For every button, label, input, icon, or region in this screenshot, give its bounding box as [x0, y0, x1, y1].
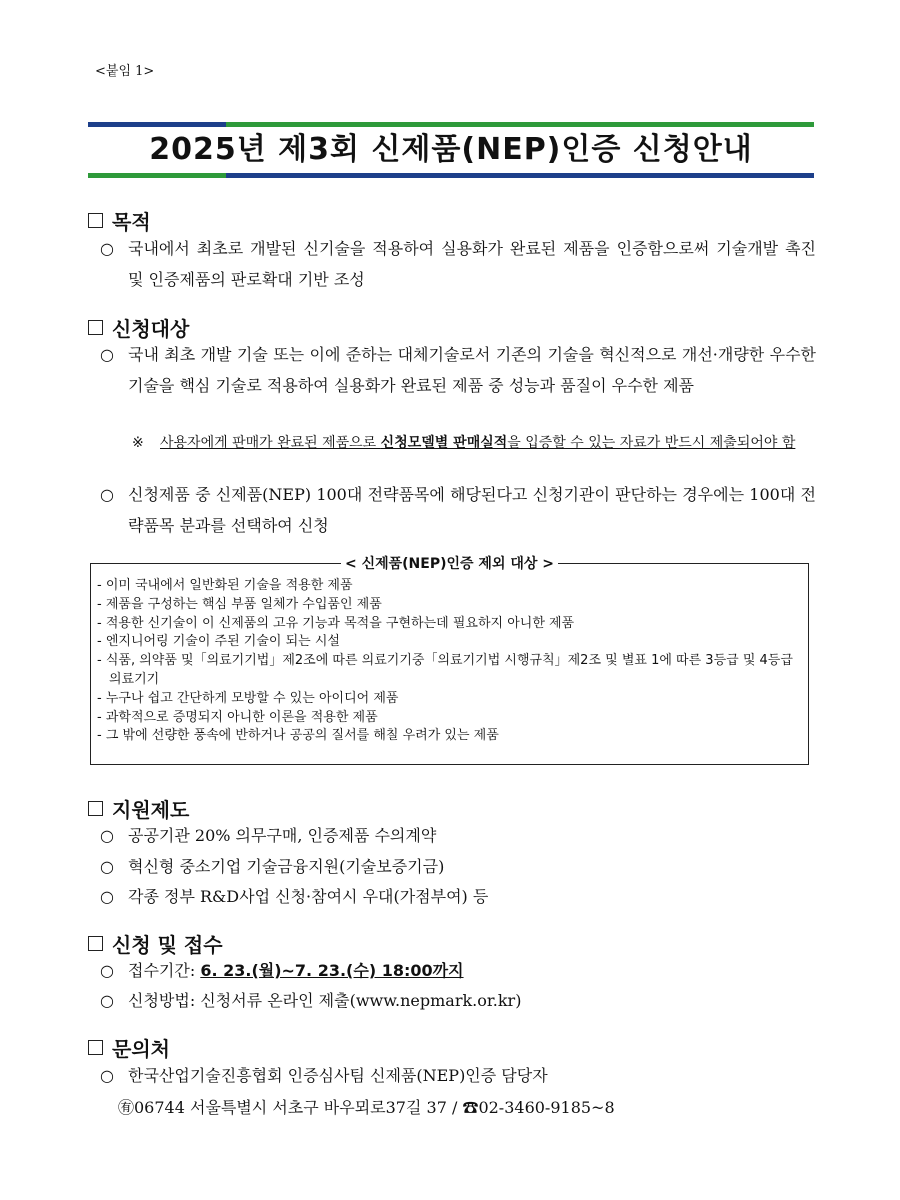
section-title: 문의처 — [112, 1037, 170, 1061]
circle-bullet-icon: ○ — [100, 991, 114, 1010]
item-text: 각종 정부 R&D사업 신청·참여시 우대(가점부여) 등 — [128, 887, 489, 906]
circle-bullet-icon: ○ — [100, 239, 114, 258]
support-item-1 — [100, 820, 816, 851]
item-text: 혁신형 중소기업 기술금융지원(기술보증기금) — [128, 857, 445, 876]
list-item: - 이미 국내에서 일반화된 기술을 적용한 제품 — [97, 578, 353, 593]
target-note — [132, 432, 816, 454]
exclusion-box — [90, 556, 809, 765]
circle-bullet-icon: ○ — [100, 826, 114, 845]
exclusion-heading: < 신제품(NEP)인증 제외 대상 > — [91, 553, 808, 573]
note-mark-icon: ※ — [132, 435, 144, 451]
contact-address — [100, 1092, 816, 1123]
title-banner — [88, 122, 814, 178]
circle-bullet-icon: ○ — [100, 887, 114, 906]
circle-bullet-icon: ○ — [100, 485, 114, 504]
circle-bullet-icon: ○ — [100, 857, 114, 876]
contact-org — [100, 1060, 816, 1091]
list-item: - 적용한 신기술이 이 신제품의 고유 기능과 목적을 구현하는데 필요하지 아니한 제품 — [97, 615, 575, 631]
item-text: 신청방법: 신청서류 온라인 제출(www.nepmark.or.kr) — [128, 991, 522, 1010]
circle-bullet-icon: ○ — [100, 345, 114, 364]
page-title: 2025년 제3회 신제품(NEP)인증 신청안내 — [149, 132, 753, 167]
section-contact-heading — [88, 1033, 170, 1062]
square-bullet-icon — [88, 320, 103, 335]
note-text: 사용자에게 판매가 완료된 제품으로 신청모델별 판매실적을 입증할 수 있는 자료가 반드시 제출되어야 함 — [160, 435, 796, 451]
section-target-heading — [88, 313, 189, 342]
square-bullet-icon — [88, 801, 103, 816]
title-bottom-bar — [88, 173, 814, 178]
item-text: 국내에서 최초로 개발된 신기술을 적용하여 실용화가 완료된 제품을 인증함으로써 기술개발 촉진 및 인증제품의 판로확대 기반 조성 — [128, 239, 816, 289]
circle-bullet-icon: ○ — [100, 1066, 114, 1085]
square-bullet-icon — [88, 1040, 103, 1055]
attachment-label: <붙임 1> — [95, 64, 155, 79]
list-item: - 과학적으로 증명되지 아니한 이론을 적용한 제품 — [97, 709, 378, 725]
application-period — [100, 955, 816, 986]
list-item: - 식품, 의약품 및「의료기기법」제2조에 따른 의료기기중「의료기기법 시행규칙」제2조 및 별표 1에 따른 3등급 및 4등급 의료기기 — [97, 653, 793, 687]
section-purpose-heading — [88, 206, 151, 235]
square-bullet-icon — [88, 936, 103, 951]
list-item: - 제품을 구성하는 핵심 부품 일체가 수입품인 제품 — [97, 596, 382, 612]
list-item: - 엔지니어링 기술이 주된 기술이 되는 시설 — [97, 634, 340, 650]
section-title: 목적 — [112, 210, 151, 234]
item-text: 국내 최초 개발 기술 또는 이에 준하는 대체기술로서 기존의 기술을 혁신적으로 개선·개량한 우수한 기술을 핵심 기술로 적용하여 실용화가 완료된 제품 중 성능과 품질이 우수한 제품 — [128, 345, 816, 395]
section-title: 신청 및 접수 — [112, 933, 223, 957]
circle-bullet-icon: ○ — [100, 961, 114, 980]
section-title: 지원제도 — [112, 798, 190, 822]
exclusion-list — [97, 577, 802, 746]
section-title: 신청대상 — [112, 317, 190, 341]
purpose-item — [100, 233, 816, 295]
item-text: 접수기간: 6. 23.(월)~7. 23.(수) 18:00까지 — [128, 961, 464, 980]
address-text: ㊒06744 서울특별시 서초구 바우뫼로37길 37 / ☎02-3460-9185~8 — [118, 1098, 615, 1117]
period-value: 6. 23.(월)~7. 23.(수) 18:00까지 — [200, 961, 464, 980]
item-text: 공공기관 20% 의무구매, 인증제품 수의계약 — [128, 826, 437, 845]
note-emphasis: 신청모델별 판매실적 — [380, 435, 508, 451]
section-application-heading — [88, 929, 223, 958]
item-text: 한국산업기술진흥협회 인증심사팀 신제품(NEP)인증 담당자 — [128, 1066, 548, 1085]
target-item-2 — [100, 479, 816, 541]
list-item: - 그 밖에 선량한 풍속에 반하거나 공공의 질서를 해칠 우려가 있는 제품 — [97, 728, 499, 744]
support-item-3 — [100, 881, 816, 912]
section-support-heading — [88, 794, 189, 823]
item-text: 신청제품 중 신제품(NEP) 100대 전략품목에 해당된다고 신청기관이 판단하는 경우에는 100대 전략품목 분과를 선택하여 신청 — [128, 485, 816, 535]
target-item-1 — [100, 339, 816, 401]
application-method — [100, 985, 816, 1016]
support-item-2 — [100, 851, 816, 882]
square-bullet-icon — [88, 213, 103, 228]
list-item: - 누구나 쉽고 간단하게 모방할 수 있는 아이디어 제품 — [97, 690, 399, 706]
